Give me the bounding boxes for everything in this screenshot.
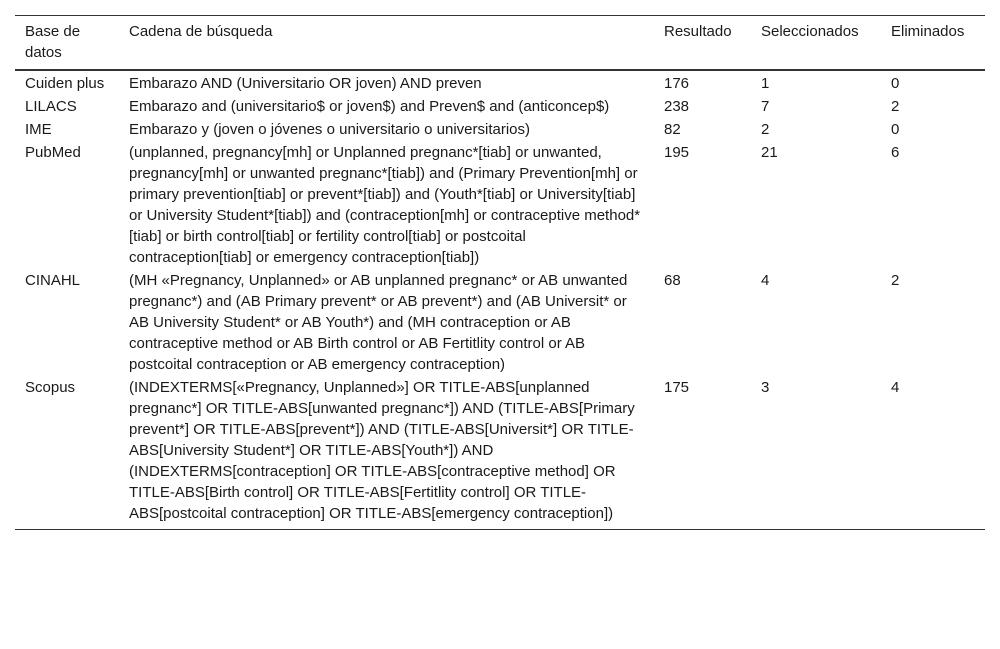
header-database: Base de datos — [25, 23, 81, 61]
cell-selected: 21 — [761, 144, 778, 161]
header-selected: Seleccionados — [761, 23, 859, 40]
cell-selected: 3 — [761, 379, 770, 396]
cell-database: Scopus — [25, 379, 76, 396]
table-header-row — [15, 16, 985, 71]
cell-selected: 1 — [761, 75, 770, 92]
table-row — [15, 141, 985, 269]
cell-database: PubMed — [25, 144, 81, 161]
header-removed: Eliminados — [891, 23, 965, 40]
cell-search-string: Embarazo AND (Universitario OR joven) AND preven — [129, 75, 482, 92]
search-strategy-table — [15, 15, 985, 530]
cell-result: 68 — [664, 272, 681, 289]
cell-search-string: (INDEXTERMS[«Pregnancy, Unplanned»] OR TITLE-ABS[unplanned pregnanc*] OR TITLE-ABS[unwanted pregnanc*]) AND (TITLE-ABS[Primary prevent*] OR TITLE-ABS[prevent*]) AND (TITLE-ABS[Universit*] OR TITLE-ABS[University Student*] OR TITLE-ABS[Youth*]) AND (INDEXTERMS[contraception] OR TITLE-ABS[contraceptive method] OR TITLE-ABS[Birth control] OR TITLE-ABS[Fertitlity control] OR TITLE-ABS[postcoital contraception] OR TITLE-ABS[emergency contraception]) — [129, 379, 635, 522]
cell-removed: 2 — [891, 98, 900, 115]
cell-selected: 2 — [761, 121, 770, 138]
cell-result: 238 — [664, 98, 690, 115]
header-result: Resultado — [664, 23, 732, 40]
cell-database: IME — [25, 121, 52, 138]
cell-removed: 0 — [891, 121, 900, 138]
cell-removed: 4 — [891, 379, 900, 396]
table-row — [15, 376, 985, 530]
table-row — [15, 95, 985, 118]
table-row — [15, 269, 985, 376]
cell-database: Cuiden plus — [25, 75, 105, 92]
cell-result: 82 — [664, 121, 681, 138]
cell-removed: 0 — [891, 75, 900, 92]
cell-removed: 2 — [891, 272, 900, 289]
cell-removed: 6 — [891, 144, 900, 161]
cell-result: 175 — [664, 379, 690, 396]
table-row — [15, 70, 985, 95]
cell-selected: 7 — [761, 98, 770, 115]
cell-search-string: Embarazo y (joven o jóvenes o universitario o universitarios) — [129, 121, 531, 138]
cell-result: 176 — [664, 75, 690, 92]
cell-selected: 4 — [761, 272, 770, 289]
search-strategy-table-container — [15, 15, 985, 530]
table-row — [15, 118, 985, 141]
header-search-string: Cadena de búsqueda — [129, 23, 273, 40]
cell-database: CINAHL — [25, 272, 81, 289]
cell-database: LILACS — [25, 98, 77, 115]
cell-result: 195 — [664, 144, 690, 161]
cell-search-string: (unplanned, pregnancy[mh] or Unplanned pregnanc*[tiab] or unwanted, pregnancy[mh] or unwanted pregnanc*[tiab]) and (Primary Prevention[mh] or primary prevention[tiab] or prevent*[tiab]) and (Youth*[tiab] or University[tiab] or University Student*[tiab]) and (contraception[mh] or contraceptive method*[tiab] or birth control[tiab] or fertility control[tiab] or postcoital contraception[tiab] or emergency contraception[tiab]) — [129, 144, 641, 266]
cell-search-string: Embarazo and (universitario$ or joven$) and Preven$ and (anticoncep$) — [129, 98, 610, 115]
cell-search-string: (MH «Pregnancy, Unplanned» or AB unplanned pregnanc* or AB unwanted pregnanc*) and (AB Primary prevent* or AB prevent*) and (AB Universit* or AB University Student* or AB Youth*) and (MH contraception or AB contraceptive method or AB Birth control or AB Fertitlity control or AB postcoital contraception or AB emergency contraception) — [129, 272, 628, 373]
